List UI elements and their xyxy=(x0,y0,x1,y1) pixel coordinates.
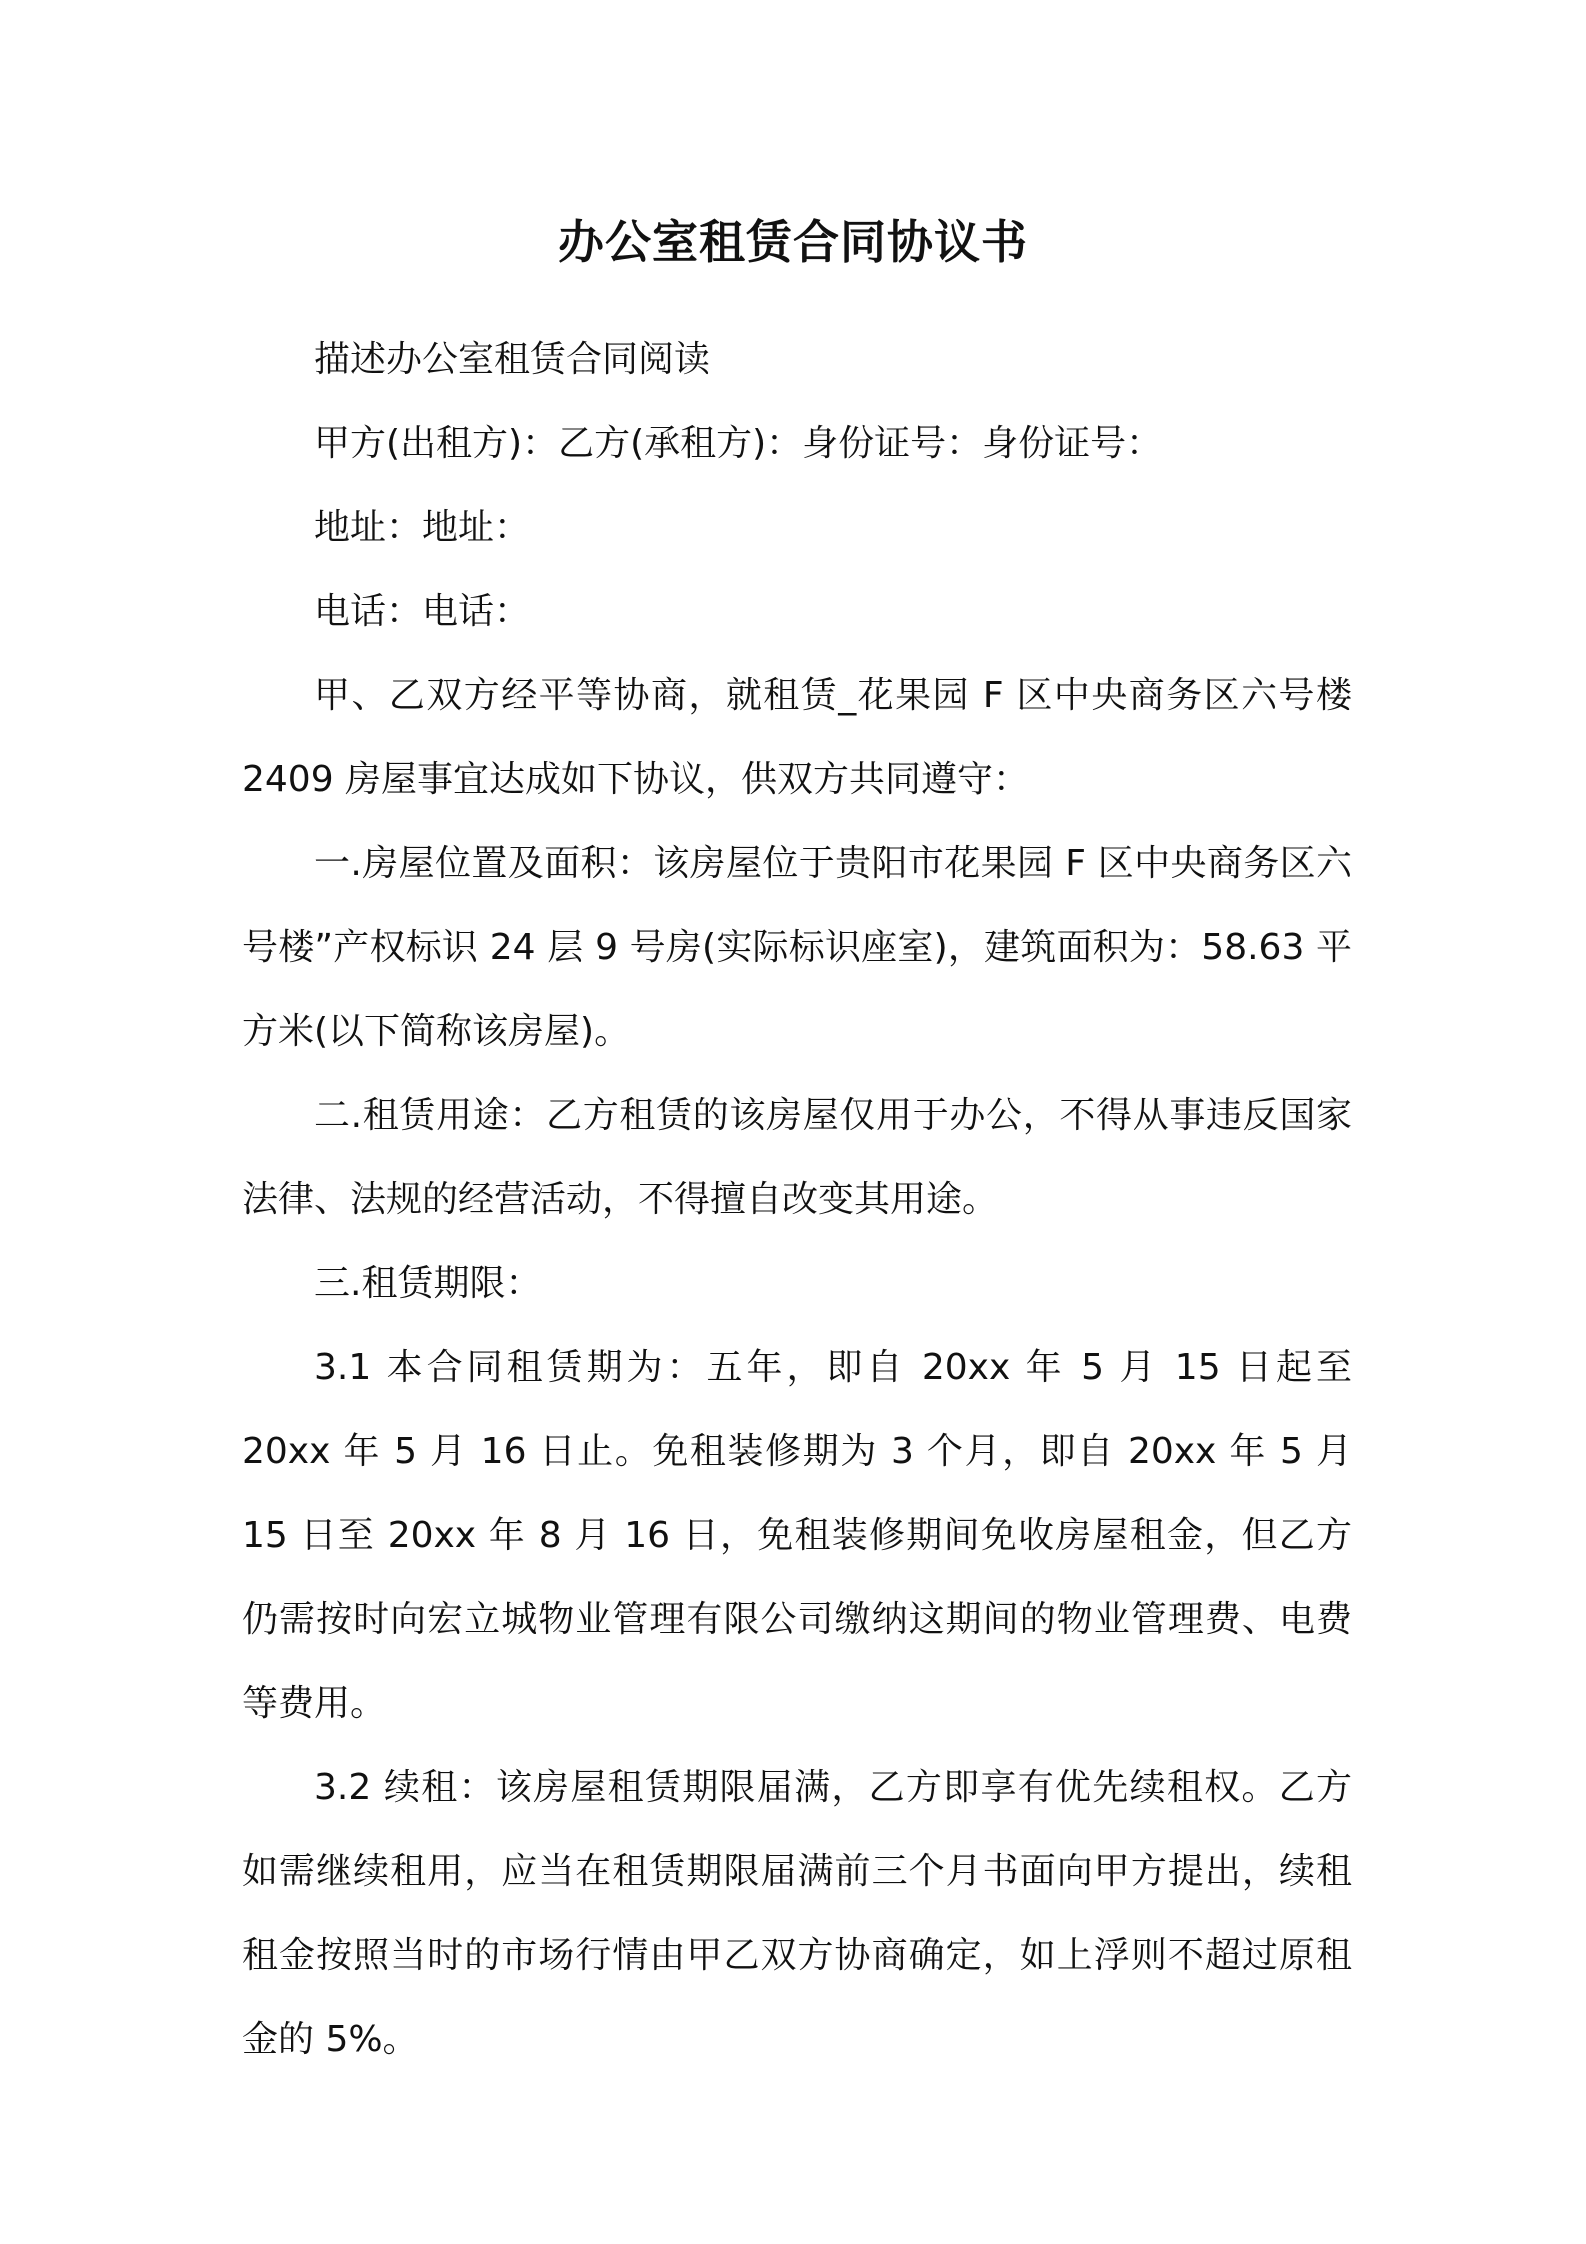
paragraph-preamble: 甲、乙双方经平等协商，就租赁_花果园 F 区中央商务区六号楼 2409 房屋事宜达成如下协议，供双方共同遵守： xyxy=(242,675,1352,800)
paragraph-clause-2: 二.租赁用途：乙方租赁的该房屋仅用于办公，不得从事违反国家法律、法规的经营活动，不得擅自改变其用途。 xyxy=(242,1095,1352,1220)
document-body xyxy=(242,318,1352,2082)
document-title: 办公室租赁合同协议书 xyxy=(558,215,1028,269)
paragraph-subtitle: 描述办公室租赁合同阅读 xyxy=(314,339,711,380)
paragraph-phone: 电话：电话： xyxy=(314,591,531,632)
paragraph-address: 地址：地址： xyxy=(314,507,531,548)
paragraph-clause-3-2: 3.2 续租：该房屋租赁期限届满，乙方即享有优先续租权。乙方如需继续租用，应当在租赁期限届满前三个月书面向甲方提出，续租租金按照当时的市场行情由甲乙双方协商确定，如上浮则不超过原租金的 5%。 xyxy=(242,1767,1352,2060)
paragraph-clause-3: 三.租赁期限： xyxy=(314,1263,542,1304)
paragraph-parties: 甲方(出租方)：乙方(承租方)：身份证号：身份证号： xyxy=(314,423,1163,464)
paragraph-clause-3-1: 3.1 本合同租赁期为：五年，即自 20xx 年 5 月 15 日起至 20xx 年 5 月 16 日止。免租装修期为 3 个月，即自 20xx 年 5 月 15 日至 20xx 年 8 月 16 日，免租装修期间免收房屋租金，但乙方仍需按时向宏立城物业管理有限公司缴纳这期间的物业管理费、电费等费用。 xyxy=(242,1347,1352,1724)
paragraph-clause-1: 一.房屋位置及面积：该房屋位于贵阳市花果园 F 区中央商务区六号楼”产权标识 24 层 9 号房(实际标识座室)，建筑面积为：58.63 平方米(以下简称该房屋)。 xyxy=(242,843,1352,1052)
